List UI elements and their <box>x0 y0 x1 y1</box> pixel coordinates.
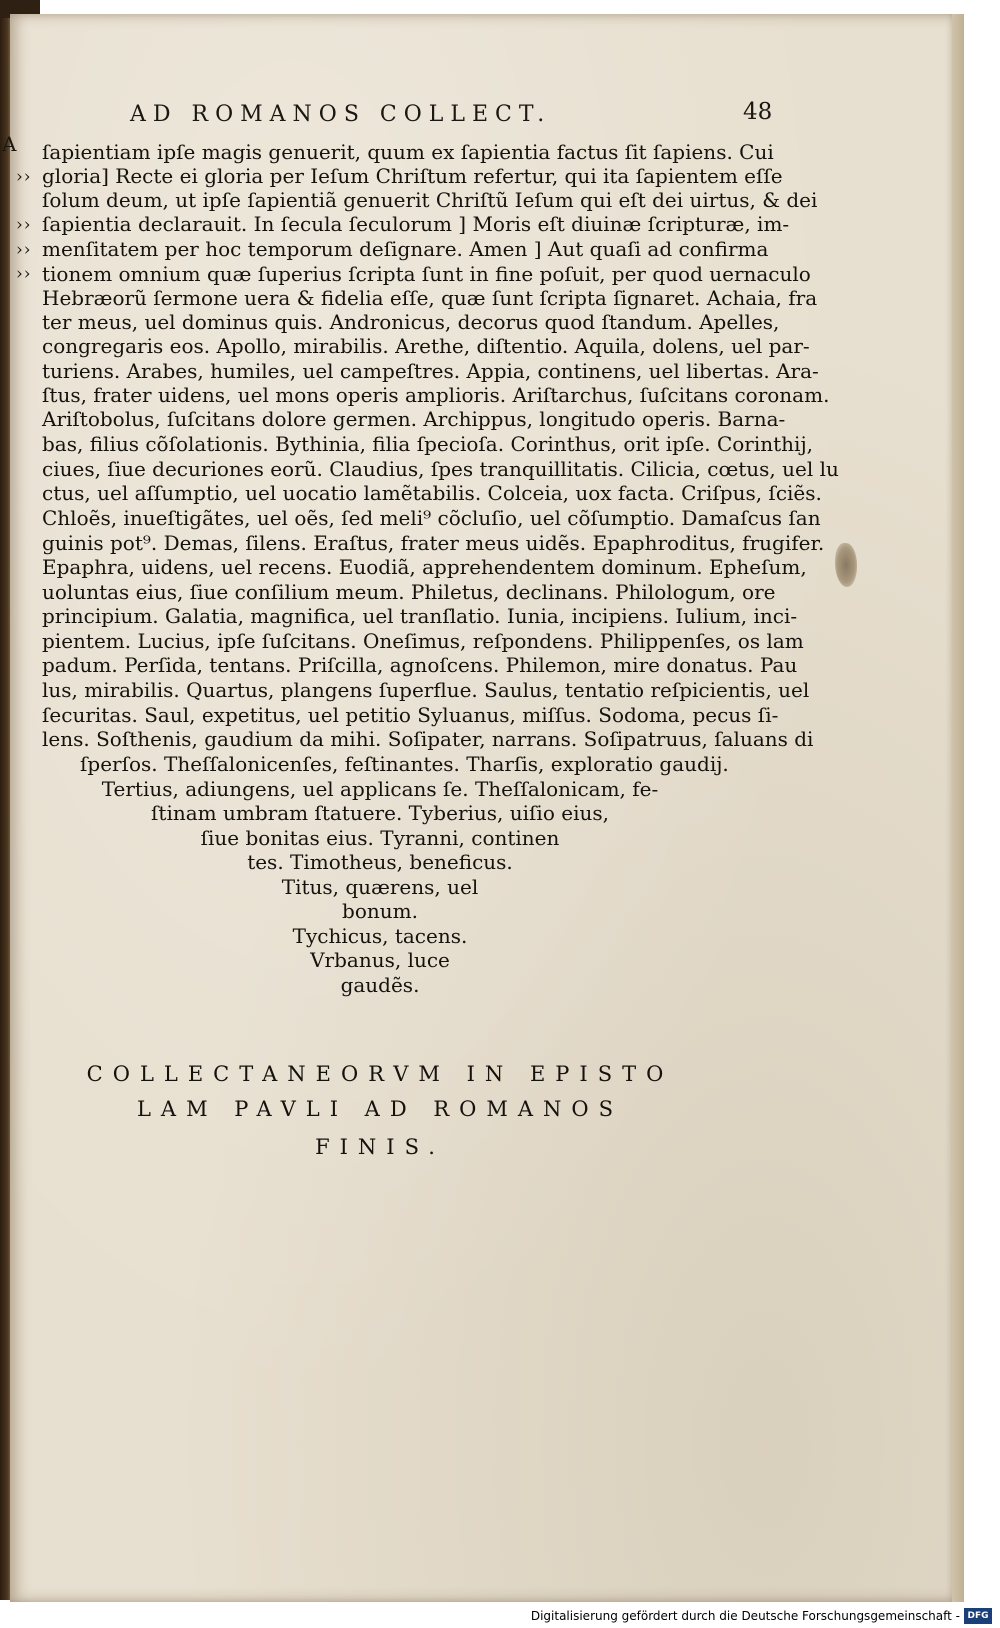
running-head: AD ROMANOS COLLECT. <box>130 102 552 127</box>
taper-line: Tertius, adiungens, uel applicans ſe. Theſſalonicam, fe- <box>101 777 659 801</box>
colophon-line: COLLECTANEORVM IN EPISTO <box>86 1062 674 1086</box>
text-line: lens. Soſthenis, gaudium da mihi. Soſipater, narrans. Soſipatruus, ſaluans di <box>42 727 814 751</box>
digitization-footer <box>0 1606 1000 1628</box>
colophon-line: FINIS. <box>315 1135 445 1159</box>
text-line: guinis pot⁹. Demas, ſilens. Eraſtus, frater meus uidẽs. Epaphroditus, frugifer. <box>42 531 825 555</box>
text-line: ctus, uel aſſumptio, uel uocatio lamẽtabilis. Colceia, uox facta. Criſpus, ſciẽs. <box>42 481 822 505</box>
ink-stain <box>835 543 857 587</box>
margin-marker: ›› <box>16 264 32 284</box>
dfg-logo: DFG <box>964 1608 992 1624</box>
text-line: pientem. Lucius, ipſe ſuſcitans. Oneſimus, reſpondens. Philippenſes, os lam <box>42 629 804 653</box>
taper-line: gaudẽs. <box>340 973 420 997</box>
taper-line: bonum. <box>342 899 418 923</box>
margin-marker: ›› <box>16 240 32 260</box>
text-line: ſapientia declarauit. In ſecula ſeculorum ] Moris eſt diuinæ ſcripturæ, im- <box>42 212 790 236</box>
text-line: bas, filius cõſolationis. Bythinia, filia ſpecioſa. Corinthus, orit ipſe. Corinthij, <box>42 432 813 456</box>
page-number: 48 <box>743 99 773 125</box>
text-line: menſitatem per hoc temporum deſignare. Amen ] Aut quaſi ad confirma <box>42 237 769 261</box>
text-line: turiens. Arabes, humiles, uel campeſtres. Appia, continens, uel libertas. Ara- <box>42 359 819 383</box>
text-line: ciues, ſiue decuriones eorũ. Claudius, ſpes tranquillitatis. Cilicia, cœtus, uel lu <box>42 457 839 481</box>
text-line: uoluntas eius, ſiue conſilium meum. Philetus, declinans. Philologum, ore <box>42 580 776 604</box>
text-line: Chloẽs, inueſtigãtes, uel oẽs, ſed meli⁹ cõcluſio, uel cõſumptio. Damaſcus ſan <box>42 506 821 530</box>
taper-line: Vrbanus, luce <box>310 948 450 972</box>
taper-line: Titus, quærens, uel <box>281 875 479 899</box>
text-line: ſolum deum, ut ipſe ſapientiã genuerit Chriſtũ Ieſum qui eſt dei uirtus, & dei <box>42 188 818 212</box>
margin-marker: ›› <box>16 167 32 187</box>
text-line: padum. Perſida, tentans. Priſcilla, agnoſcens. Philemon, mire donatus. Pau <box>42 653 798 677</box>
text-line: ter meus, uel dominus quis. Andronicus, decorus quod ſtandum. Apelles, <box>42 310 780 334</box>
taper-line: ſtinam umbram ſtatuere. Tyberius, uiſio eius, <box>151 801 609 825</box>
text-line: principium. Galatia, magnifica, uel tranſlatio. Iunia, incipiens. Iulium, inci- <box>42 604 798 628</box>
taper-line: Tychicus, tacens. <box>292 924 468 948</box>
text-line: lus, mirabilis. Quartus, plangens ſuperflue. Saulus, tentatio reſpicientis, uel <box>42 678 810 702</box>
footer-credit: Digitalisierung gefördert durch die Deutsche Forschungsgemeinschaft - <box>530 1609 960 1623</box>
margin-letter: A <box>2 132 17 156</box>
paper-edge <box>952 14 964 1602</box>
margin-marker: ›› <box>16 215 32 235</box>
text-line: ſtus, frater uidens, uel mons operis amplioris. Ariſtarchus, ſuſcitans coronam. <box>42 383 830 407</box>
text-line: congregaris eos. Apollo, mirabilis. Arethe, diſtentio. Aquila, dolens, uel par- <box>42 334 810 358</box>
taper-line: ſiue bonitas eius. Tyranni, continen <box>200 826 560 850</box>
text-line: Epaphra, uidens, uel recens. Euodiã, apprehendentem dominum. Epheſum, <box>42 555 807 579</box>
taper-line: tes. Timotheus, beneficus. <box>247 850 513 874</box>
text-line: tionem omnium quæ ſuperius ſcripta ſunt in fine poſuit, per quod uernaculo <box>42 262 811 286</box>
taper-line: ſperſos. Theſſalonicenſes, feſtinantes. Tharſis, exploratio gaudij. <box>80 752 729 776</box>
text-line: ſecuritas. Saul, expetitus, uel petitio Syluanus, miſſus. Sodoma, pecus ſi- <box>42 703 779 727</box>
colophon-line: LAM PAVLI AD ROMANOS <box>136 1097 624 1121</box>
text-line: ſapientiam ipſe magis genuerit, quum ex ſapientia factus ſit ſapiens. Cui <box>42 140 774 164</box>
text-line: Hebræorũ ſermone uera & fidelia eſſe, quæ ſunt ſcripta ſignaret. Achaia, fra <box>42 286 818 310</box>
text-line: gloria] Recte ei gloria per Ieſum Chriſtum refertur, qui ita ſapientem eſſe <box>42 164 783 188</box>
text-line: Ariſtobolus, ſuſcitans dolore germen. Archippus, longitudo operis. Barna- <box>42 407 786 431</box>
